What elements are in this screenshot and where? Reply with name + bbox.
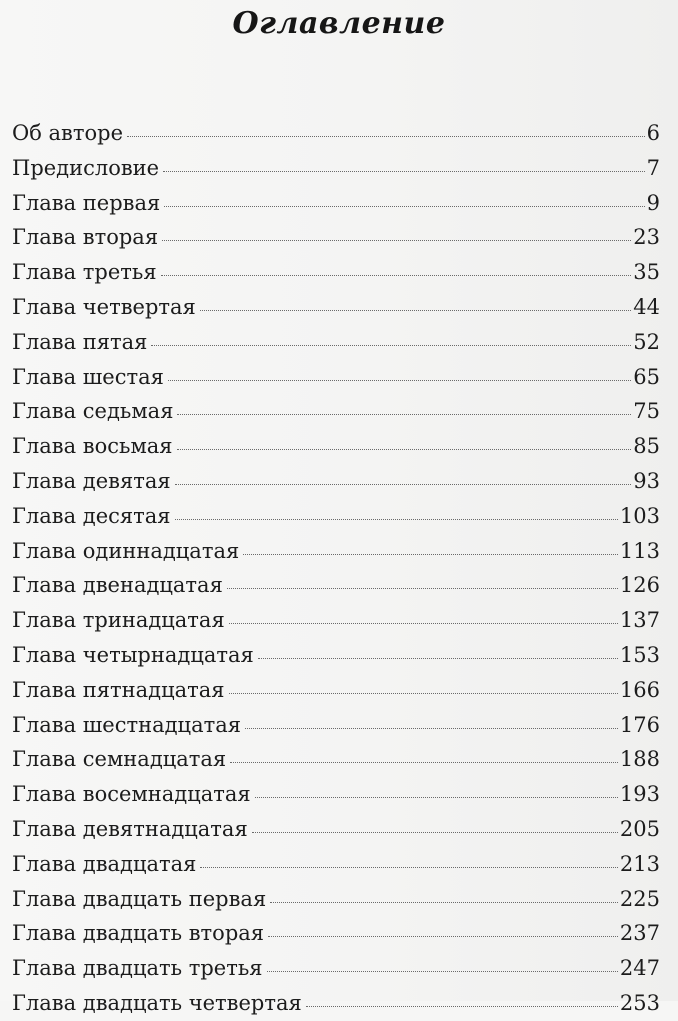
dot-leader [252,831,618,833]
dot-leader [127,135,645,137]
toc-entry-page-number: 247 [619,956,660,981]
toc-entry [12,986,660,1021]
toc-entry [12,220,660,255]
toc-entry [12,951,660,986]
toc-entry-title: Глава семнадцатая [12,747,227,772]
toc-entry-page-number: 176 [619,712,660,737]
dot-leader [243,553,618,555]
toc-heading: Оглавление [232,6,446,41]
toc-entry-title: Глава восемнадцатая [12,782,251,807]
dot-leader [306,1005,618,1007]
toc-entry [12,638,660,673]
dot-leader [270,901,618,903]
toc-entry [12,325,660,360]
toc-entry-title: Глава седьмая [12,399,174,424]
toc-entry-title: Глава четвертая [12,294,196,319]
toc-entry [12,255,660,290]
toc-entry-title: Глава четырнадцатая [12,642,254,667]
toc-entry [12,499,660,534]
toc-entry-page-number: 93 [633,468,660,493]
dot-leader [164,205,644,207]
dot-leader [229,692,618,694]
toc-entry-page-number: 103 [619,503,660,528]
toc-entry-page-number: 85 [633,434,660,459]
toc-entry-title: Глава шестнадцатая [12,712,241,737]
toc-entry-title: Глава двадцать третья [12,956,263,981]
dot-leader [177,448,632,450]
toc-entry-page-number: 35 [633,260,660,285]
toc-entry-page-number: 213 [619,851,660,876]
toc-entry-page-number: 9 [646,190,660,215]
toc-entry-title: Глава десятая [12,503,171,528]
toc-entry [12,186,660,221]
toc-entry [12,708,660,743]
dot-leader [255,796,618,798]
toc-entry [12,916,660,951]
toc-entry-title: Глава третья [12,260,157,285]
toc-entry-title: Глава восьмая [12,434,173,459]
dot-leader [162,239,631,241]
toc-entry [12,464,660,499]
toc-entry [12,116,660,151]
toc-entry-page-number: 253 [619,990,660,1015]
toc-entry-page-number: 188 [619,747,660,772]
toc-entry [12,882,660,917]
toc-entry [12,394,660,429]
toc-entry-title: Глава двадцать первая [12,886,267,911]
toc-entry-page-number: 153 [619,642,660,667]
toc-entry-page-number: 65 [633,364,660,389]
toc-entry-title: Глава девятая [12,468,171,493]
toc-entry-page-number: 23 [633,225,660,250]
dot-leader [230,761,618,763]
toc-entry-title: Глава первая [12,190,161,215]
dot-leader [175,483,632,485]
toc-entry-title: Об авторе [12,121,124,145]
toc-entry [12,290,660,325]
toc-entry-page-number: 7 [646,155,660,180]
toc-entry-page-number: 6 [646,121,660,145]
toc-entry-page-number: 52 [633,329,660,354]
toc-entry-page-number: 44 [633,294,660,319]
toc-entry-page-number: 237 [619,921,660,946]
toc-entry [12,847,660,882]
toc-entry [12,429,660,464]
toc-entry [12,151,660,186]
toc-entry [12,777,660,812]
dot-leader [227,587,618,589]
dot-leader [163,170,645,172]
toc-entry-page-number: 126 [619,573,660,598]
toc-entry [12,603,660,638]
toc-entry [12,534,660,569]
dot-leader [200,866,618,868]
toc-entry-title: Глава одиннадцатая [12,538,240,563]
toc-entry [12,812,660,847]
toc-entry-title: Глава двенадцатая [12,573,223,598]
toc-entry-title: Глава двадцатая [12,851,197,876]
dot-leader [175,518,618,520]
toc-entry-page-number: 113 [619,538,660,563]
dot-leader [161,274,632,276]
toc-entry-title: Глава вторая [12,225,159,250]
table-of-contents [12,116,660,1021]
toc-entry-page-number: 193 [619,782,660,807]
toc-entry-title: Глава пятая [12,329,148,354]
dot-leader [151,344,631,346]
toc-entry [12,568,660,603]
dot-leader [258,657,618,659]
dot-leader [267,970,618,972]
toc-entry [12,673,660,708]
toc-entry-title: Глава пятнадцатая [12,677,225,702]
dot-leader [177,413,631,415]
toc-entry-title: Глава двадцать вторая [12,921,265,946]
toc-entry-title: Глава тринадцатая [12,608,225,633]
toc-entry [12,360,660,395]
toc-entry-page-number: 225 [619,886,660,911]
toc-entry-title: Предисловие [12,155,160,180]
toc-entry-page-number: 205 [619,816,660,841]
toc-entry-page-number: 166 [619,677,660,702]
dot-leader [168,379,631,381]
toc-entry-page-number: 75 [633,399,660,424]
dot-leader [245,727,618,729]
toc-entry [12,742,660,777]
toc-entry-title: Глава двадцать четвертая [12,990,302,1015]
dot-leader [229,622,618,624]
toc-entry-title: Глава девятнадцатая [12,816,248,841]
dot-leader [200,309,631,311]
dot-leader [268,935,618,937]
toc-entry-title: Глава шестая [12,364,164,389]
toc-entry-page-number: 137 [619,608,660,633]
